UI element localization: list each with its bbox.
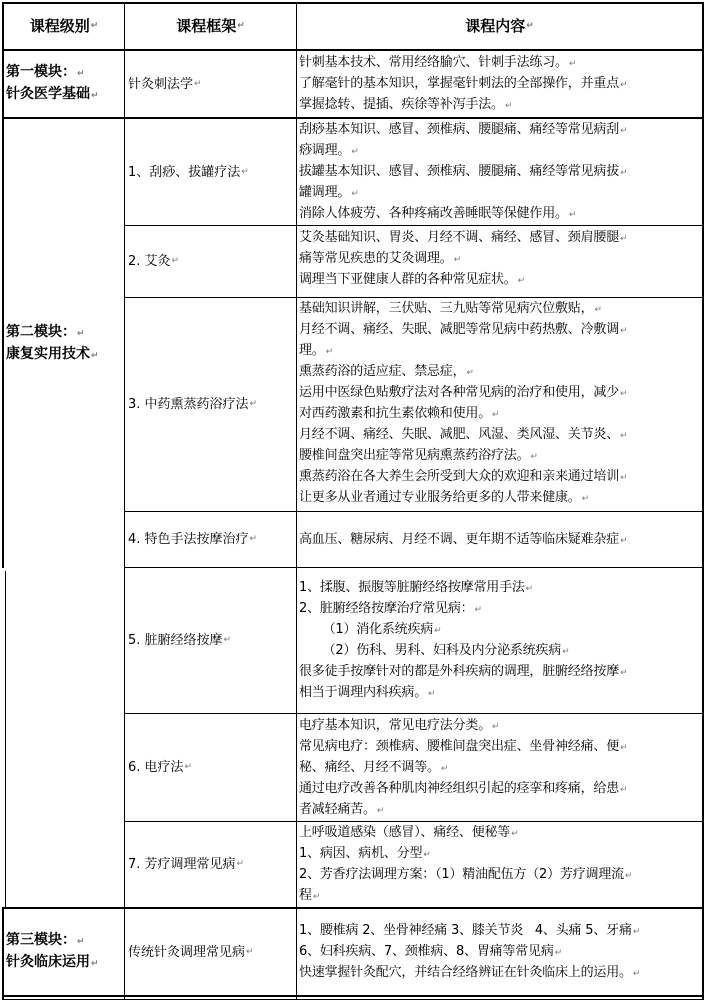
framework-cell: 1、刮痧、拔罐疗法 ↵ bbox=[128, 164, 249, 180]
framework-cell: 3. 中药熏蒸药浴疗法 ↵ bbox=[128, 397, 258, 412]
content-line: 程↵ bbox=[299, 888, 321, 903]
content-line: 月经不调、痛经、失眠、减肥等常见病中药热敷、冷敷调↵ bbox=[299, 322, 628, 337]
framework-label: 3. 中药熏蒸药浴疗法 bbox=[128, 397, 249, 412]
content-line: 2、脏腑经络按摩治疗常见病：↵ bbox=[299, 601, 482, 616]
content-line: 基础知识讲解，三伏贴、三九贴等常见病穴位敷贴，↵ bbox=[299, 301, 602, 316]
content-line: 消除人体疲劳、各种疼痛改善睡眠等保健作用。↵ bbox=[299, 206, 577, 221]
table-rule bbox=[5, 571, 6, 907]
framework-label: 1、刮痧、拔罐疗法 bbox=[128, 164, 241, 180]
content-line: 掌握捻转、提插、疾徐等补泻手法。↵ bbox=[299, 97, 513, 112]
framework-label: 7. 芳疗调理常见病 bbox=[128, 857, 236, 872]
table-rule bbox=[2, 995, 703, 997]
content-line: 让更多从业者通过专业服务给更多的人带来健康。↵ bbox=[299, 490, 589, 505]
framework-cell: 5. 脏腑经络按摩 ↵ bbox=[128, 633, 232, 648]
content-line: 1、腰椎病 2、坐骨神经痛 3、膝关节炎 4、头痛 5、牙痛↵ bbox=[299, 923, 641, 938]
framework-cell: 针灸刺法学 ↵ bbox=[128, 76, 202, 92]
framework-label: 6. 电疗法 bbox=[128, 760, 184, 775]
table-rule bbox=[124, 2, 125, 1000]
content-cell bbox=[299, 120, 702, 224]
content-line: 了解毫针的基本知识，掌握毫针刺法的全部操作，并重点↵ bbox=[299, 76, 628, 91]
table-rule bbox=[296, 2, 297, 1000]
content-line: 快速掌握针灸配穴，并结合经络辨证在针灸临床上的运用。↵ bbox=[299, 965, 641, 980]
module-2-title: 第二模块：↵ 康复实用技术↵ bbox=[6, 323, 99, 362]
content-line: （2）伤科、男科、妇科及内分泌系统疾病↵ bbox=[299, 643, 570, 658]
content-line: 理。↵ bbox=[299, 343, 333, 358]
content-cell bbox=[299, 578, 702, 712]
content-line: 1、病因、病机、分型↵ bbox=[299, 846, 431, 861]
content-cell bbox=[299, 53, 702, 117]
header-framework: 课程框架 ↵ bbox=[176, 17, 245, 35]
content-line: 罐调理。↵ bbox=[299, 185, 359, 200]
framework-cell: 2. 艾灸 ↵ bbox=[128, 254, 180, 269]
module-3-title: 第三模块：↵ 针灸临床运用↵ bbox=[6, 932, 99, 970]
content-line: 针刺基本技术、常用经络腧穴、针刺手法练习。↵ bbox=[299, 55, 577, 70]
content-cell bbox=[299, 299, 702, 510]
content-line: 相当于调理内科疾病。↵ bbox=[299, 685, 436, 700]
header-level: 课程级别 ↵ bbox=[29, 17, 99, 35]
content-cell bbox=[299, 530, 702, 560]
framework-label: 传统针灸调理常见病 bbox=[128, 944, 246, 960]
content-cell bbox=[299, 921, 702, 993]
framework-cell: 传统针灸调理常见病 ↵ bbox=[128, 944, 254, 960]
content-line: 很多徒手按摩针对的都是外科疾病的调理，脏腑经络按摩↵ bbox=[299, 664, 628, 679]
content-line: 2、芳香疗法调理方案：（1）精油配伍方（2）芳疗调理流↵ bbox=[299, 867, 633, 882]
content-line: 上呼吸道感染（感冒）、痛经、便秘等↵ bbox=[299, 825, 519, 840]
table-rule bbox=[2, 999, 703, 1000]
header-content: 课程内容 ↵ bbox=[465, 17, 534, 35]
framework-label: 2. 艾灸 bbox=[128, 254, 171, 269]
content-line: 秘、痛经、月经不调等。↵ bbox=[299, 760, 449, 775]
content-cell bbox=[299, 716, 702, 820]
header-content-label: 课程内容 bbox=[465, 17, 526, 35]
content-line: 熏蒸药浴的适应症、禁忌症，↵ bbox=[299, 364, 474, 379]
framework-cell: 7. 芳疗调理常见病 ↵ bbox=[128, 857, 245, 872]
content-line: 调理当下亚健康人群的各种常见症状。↵ bbox=[299, 272, 525, 287]
content-line: 月经不调、痛经、失眠、减肥、风湿、类风湿、关节炎、↵ bbox=[299, 427, 628, 442]
content-line: 者减轻痛苦。↵ bbox=[299, 802, 385, 817]
framework-label: 5. 脏腑经络按摩 bbox=[128, 633, 223, 648]
content-line: 6、妇科疾病、7、颈椎病、8、胃痛等常见病↵ bbox=[299, 944, 562, 959]
content-cell bbox=[299, 823, 702, 906]
content-cell bbox=[299, 228, 702, 296]
header-level-label: 课程级别 bbox=[29, 17, 90, 35]
content-line: 艾灸基础知识、胃炎、月经不调、痛经、感冒、颈肩腰腿↵ bbox=[299, 230, 628, 245]
content-line: 通过电疗改善各种肌肉神经组织引起的痉挛和疼痛，给患↵ bbox=[299, 781, 628, 796]
content-line: 1、揉腹、振腹等脏腑经络按摩常用手法↵ bbox=[299, 580, 534, 595]
content-line: 运用中医绿色贴敷疗法对各种常见病的治疗和使用，减少↵ bbox=[299, 385, 628, 400]
content-line: （1）消化系统疾病↵ bbox=[299, 622, 442, 637]
table-rule bbox=[2, 907, 4, 1000]
content-line: 痧调理。↵ bbox=[299, 143, 359, 158]
framework-cell: 6. 电疗法 ↵ bbox=[128, 760, 193, 775]
content-line: 刮痧基本知识、感冒、颈椎病、腰腿痛、痛经等常见病刮↵ bbox=[299, 122, 628, 137]
content-line: 腰椎间盘突出症等常见病熏蒸药浴疗法。↵ bbox=[299, 448, 538, 463]
content-line: 熏蒸药浴在各大养生会所受到大众的欢迎和亲来通过培训↵ bbox=[299, 469, 628, 484]
module-1-title: 第一模块：↵ 针灸医学基础↵ bbox=[6, 64, 99, 102]
content-line: 常见病电疗：颈椎病、腰椎间盘突出症、坐骨神经痛、便↵ bbox=[299, 739, 628, 754]
table-rule bbox=[702, 2, 704, 1000]
content-line: 对西药激素和抗生素依赖和使用。↵ bbox=[299, 406, 500, 421]
content-line: 高血压、糖尿病、月经不调、更年期不适等临床疑难杂症↵ bbox=[299, 532, 628, 547]
framework-label: 4. 特色手法按摩治疗 bbox=[128, 532, 249, 547]
framework-cell: 4. 特色手法按摩治疗 ↵ bbox=[128, 532, 258, 547]
header-framework-label: 课程框架 bbox=[176, 17, 237, 35]
content-line: 电疗基本知识，常见电疗法分类。↵ bbox=[299, 718, 500, 733]
framework-label: 针灸刺法学 bbox=[128, 76, 194, 92]
content-line: 痛等常见疾患的艾灸调理。↵ bbox=[299, 251, 461, 266]
table-rule bbox=[2, 2, 4, 568]
content-line: 拔罐基本知识、感冒、颈椎病、腰腿痛、痛经等常见病拔↵ bbox=[299, 164, 628, 179]
